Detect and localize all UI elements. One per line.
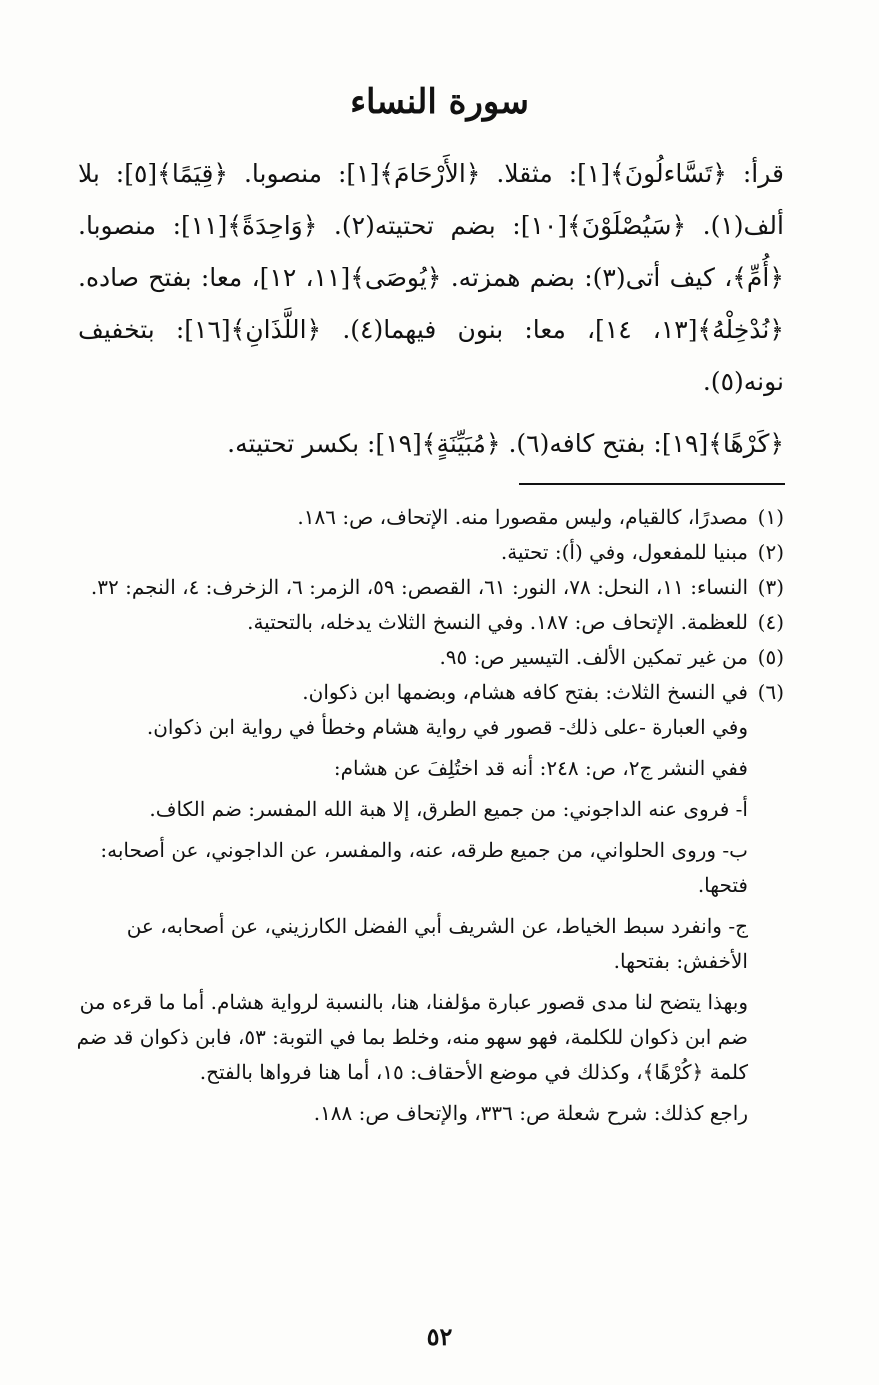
footnote-continuation: ففي النشر ج٢، ص: ٢٤٨: أنه قد اختُلِفَ عن هشام:	[333, 756, 748, 780]
footnote-number: (٣)	[757, 575, 784, 599]
footnote-text: للعظمة. الإتحاف ص: ١٨٧. وفي النسخ الثلاث يدخله، بالتحتية.	[247, 610, 748, 634]
footnote	[72, 500, 784, 535]
footnote-continuation: راجع كذلك: شرح شعلة ص: ٣٣٦، والإتحاف ص: ١٨٨.	[313, 1101, 748, 1125]
page-number: ٥٢	[426, 1322, 453, 1351]
footnote-number: (٥)	[757, 645, 784, 669]
footnotes	[72, 500, 784, 1131]
footnote-text: النساء: ١١، النحل: ٧٨، النور: ٦١، القصص: ٥٩، الزمر: ٦، الزخرف: ٤، النجم: ٣٢.	[90, 575, 748, 599]
main-paragraph: ﴿كَرْهًا﴾[١٩]: بفتح كافه(٦). ﴿مُبَيِّنَةٍ﴾[١٩]: بكسر تحتيته.	[227, 429, 784, 458]
footnote-text: مبنيا للمفعول، وفي (أ): تحتية.	[500, 540, 748, 564]
footnote-separator	[519, 483, 785, 485]
footnote-continuation: وبهذا يتضح لنا مدى قصور عبارة مؤلفنا، هنا، بالنسبة لرواية هشام. أما ما قرءه من ضم ابن ذكوان للكلمة، فهو سهو منه، وخلط بما في التوبة: ٥٣، فابن ذكوان قد ضم كلمة ﴿كُرْهًا﴾، وكذلك في موضع الأحقاف: ١٥، أما هنا فرواها بالفتح.	[76, 990, 748, 1084]
surah-title: سورة النساء	[350, 82, 529, 122]
footnote	[72, 605, 784, 640]
footnote-number: (٦)	[757, 680, 784, 704]
footnote	[72, 570, 784, 605]
footnote-continuation: ب- وروى الحلواني، من جميع طرقه، عنه، والمفسر، عن الداجوني، عن أصحابه: فتحها.	[100, 838, 748, 897]
footnote-text: في النسخ الثلاث: بفتح كافه هشام، وبضمها ابن ذكوان.	[302, 680, 748, 704]
footnote	[72, 675, 784, 710]
footnote-text: مصدرًا، كالقيام، وليس مقصورا منه. الإتحاف، ص: ١٨٦.	[297, 505, 748, 529]
footnote-continuation: أ- فروى عنه الداجوني: من جميع الطرق، إلا هبة الله المفسر: ضم الكاف.	[149, 797, 748, 821]
footnote-text: من غير تمكين الألف. التيسير ص: ٩٥.	[439, 645, 748, 669]
footnote	[72, 640, 784, 675]
footnote-continuation: وفي العبارة -على ذلك- قصور في رواية هشام وخطأ في رواية ابن ذكوان.	[146, 715, 748, 739]
footnote-number: (٢)	[757, 540, 784, 564]
footnote-number: (٤)	[757, 610, 784, 634]
footnote-continuation: ج- وانفرد سبط الخياط، عن الشريف أبي الفضل الكارزيني، عن أصحابه، عن الأخفش: بفتحها.	[126, 914, 748, 973]
footnote-number: (١)	[757, 505, 784, 529]
main-paragraph: قرأ: ﴿تَسَّاءلُونَ﴾[١]: مثقلا. ﴿الأَرْحَامَ﴾[١]: منصوبا. ﴿قِيَمًا﴾[٥]: بلا ألف(١). ﴿سَيُصْلَوْنَ﴾[١٠]: بضم تحتيته(٢). ﴿وَاحِدَةً﴾[١١]: منصوبا. ﴿أُمِّ﴾، كيف أتى(٣): بضم همزته. ﴿يُوصَى﴾[١١، ١٢]، معا: بفتح صاده. ﴿نُدْخِلْهُ﴾[١٣، ١٤]، معا: بنون فيهما(٤). ﴿اللَّذَانِ﴾[١٦]: بتخفيف نونه(٥).	[78, 159, 784, 396]
main-text	[78, 148, 784, 470]
footnote	[72, 535, 784, 570]
